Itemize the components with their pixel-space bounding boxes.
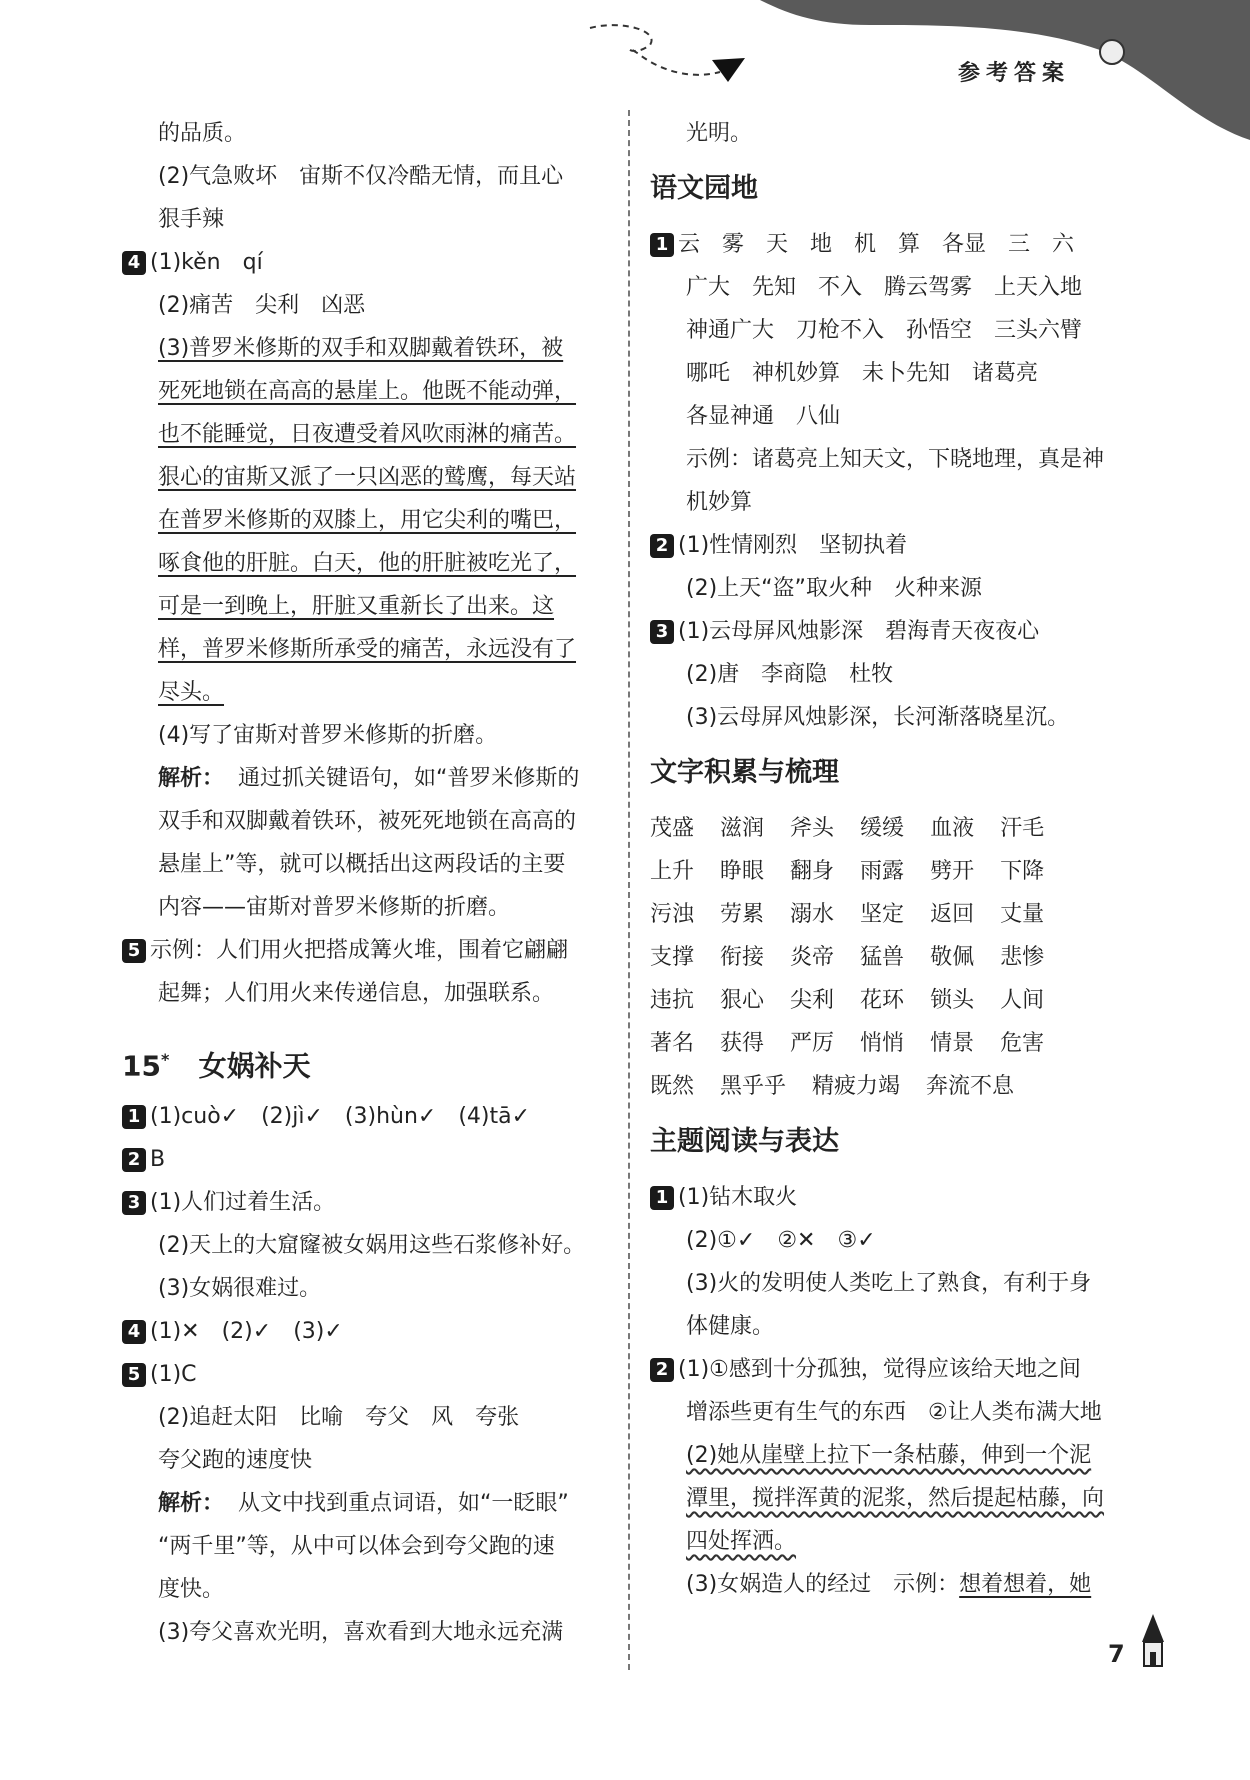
text-line: (2)上天“盗”取火种 火种来源 (686, 576, 982, 601)
text-line: 各显神通 八仙 (686, 404, 841, 429)
text-line: 度快。 (158, 1577, 225, 1602)
column-divider (628, 110, 630, 1670)
analysis-label: 解析： (158, 1491, 225, 1516)
text-line: (4)写了宙斯对普罗米修斯的折磨。 (158, 723, 498, 748)
question-2: 2 (1)①感到十分孤独，觉得应该给天地之间 (650, 1348, 1135, 1391)
text-line: (3)云母屏风烛影深，长河渐落晓星沉。 (686, 705, 1070, 730)
question-number-badge: 1 (122, 1105, 146, 1129)
header-label: 参考答案 (958, 61, 1071, 86)
vocab-row: 违抗 狠心 尖利 花环 锁头 人间 (650, 988, 1045, 1013)
text-line: 夸父跑的速度快 (158, 1448, 313, 1473)
underlined-line: (3)普罗米修斯的双手和双脚戴着铁环，被 (158, 336, 564, 361)
text-line: 悬崖上”等，就可以概括出这两段话的主要 (158, 852, 566, 877)
lesson-name: 女娲补天 (198, 1049, 311, 1083)
text-line: (2)唐 李商隐 杜牧 (686, 662, 894, 687)
left-column (122, 112, 617, 1654)
text-line: 双手和双脚戴着铁环，被死死地锁在高高的 (158, 809, 577, 834)
analysis-line: 解析： 从文中找到重点词语，如“一眨眼” (158, 1491, 569, 1516)
vocab-row: 污浊 劳累 溺水 坚定 返回 丈量 (650, 902, 1045, 927)
question-number-badge: 2 (650, 1358, 674, 1382)
text-line: (3)女娲造人的经过 示例：想着想着，她 (686, 1572, 1092, 1597)
text-line: 光明。 (686, 121, 753, 146)
analysis-line: 解析： 通过抓关键语句，如“普罗米修斯的 (158, 766, 580, 791)
text-line: 示例：诸葛亮上知天文，下晓地理，真是神 (686, 447, 1105, 472)
question-number-badge: 4 (122, 1320, 146, 1344)
underlined-line: 啄食他的肝脏。白天，他的肝脏被吃光了， (158, 551, 577, 576)
text-line: 哪吒 神机妙算 未卜先知 诸葛亮 (686, 361, 1039, 386)
question-number-badge: 2 (122, 1148, 146, 1172)
section-title: 主题阅读与表达 (650, 1126, 839, 1157)
text-line: 增添些更有生气的东西 ②让人类布满大地 (686, 1400, 1102, 1425)
underlined-line: 死死地锁在高高的悬崖上。他既不能动弹， (158, 379, 577, 404)
text-line: (2)痛苦 尖利 凶恶 (158, 293, 366, 318)
text-line: 神通广大 刀枪不入 孙悟空 三头六臂 (686, 318, 1083, 343)
question-3: 3 (1)人们过着生活。 (122, 1181, 617, 1224)
section-title: 文字积累与梳理 (650, 757, 839, 788)
analysis-label: 解析： (158, 766, 225, 791)
text-line: 起舞；人们用火来传递信息，加强联系。 (158, 981, 555, 1006)
lesson-title (122, 1015, 617, 1095)
underlined-line: 在普罗米修斯的双膝上，用它尖利的嘴巴， (158, 508, 577, 533)
wavy-underlined-line: (2)她从崖壁上拉下一条枯藤，伸到一个泥 (686, 1443, 1092, 1468)
underlined-line: 尽头。 (158, 680, 225, 705)
lesson-star: * (160, 1050, 170, 1069)
question-1: 1 (1)钻木取火 (650, 1176, 1135, 1219)
question-number-badge: 4 (122, 251, 146, 275)
question-4 (122, 241, 617, 284)
underlined-line: 狠心的宙斯又派了一只凶恶的鹫鹰，每天站 (158, 465, 577, 490)
question-3: 3 (1)云母屏风烛影深 碧海青天夜夜心 (650, 610, 1135, 653)
question-number-badge: 2 (650, 534, 674, 558)
text-line: (2)气急败坏 宙斯不仅冷酷无情，而且心 (158, 164, 564, 189)
question-1: 1 云 雾 天 地 机 算 各显 三 六 (650, 223, 1135, 266)
lesson-number: 15 (122, 1049, 161, 1083)
text-line: 内容——宙斯对普罗米修斯的折磨。 (158, 895, 511, 920)
question-2: 2 (1)性情刚烈 坚韧执着 (650, 524, 1135, 567)
text-line: (3)火的发明使人类吃上了熟食，有利于身 (686, 1271, 1092, 1296)
text-line: 机妙算 (686, 490, 753, 515)
underlined-line: 可是一到晚上，肝脏又重新长了出来。这 (158, 594, 555, 619)
text-line: (3)女娲很难过。 (158, 1276, 322, 1301)
section-title: 语文园地 (650, 173, 758, 204)
text-line: 体健康。 (686, 1314, 775, 1339)
page-number: 7 (1108, 1640, 1125, 1668)
wavy-underlined-line: 潭里，搅拌浑黄的泥浆，然后提起枯藤，向 (686, 1486, 1105, 1511)
underlined-line: 样，普罗米修斯所承受的痛苦，永远没有了 (158, 637, 577, 662)
question-4: 4 (1)✕ (2)✓ (3)✓ (122, 1310, 617, 1353)
right-column (650, 112, 1135, 1606)
question-number-badge: 5 (122, 1363, 146, 1387)
castle-icon (1128, 1612, 1178, 1672)
question-number-badge: 3 (122, 1191, 146, 1215)
vocab-row: 既然 黑乎乎 精疲力竭 奔流不息 (650, 1074, 1015, 1099)
text-line: “两千里”等，从中可以体会到夸父跑的速 (158, 1534, 555, 1559)
question-number-badge: 1 (650, 233, 674, 257)
text-line: (2)①✓ ②✕ ③✓ (686, 1228, 876, 1253)
vocab-row: 支撑 衔接 炎帝 猛兽 敬佩 悲惨 (650, 945, 1045, 970)
wavy-underlined-line: 四处挥洒。 (686, 1529, 797, 1554)
text-line: 的品质。 (158, 121, 247, 146)
underlined-line: 也不能睡觉，日夜遭受着风吹雨淋的痛苦。 (158, 422, 577, 447)
question-1: 1 (1)cuò✓ (2)jì✓ (3)hùn✓ (4)tā✓ (122, 1095, 617, 1138)
text-line: 广大 先知 不入 腾云驾雾 上天入地 (686, 275, 1083, 300)
answer-text: (1)kěn qí (150, 250, 263, 275)
text-line: (2)追赶太阳 比喻 夸父 风 夸张 (158, 1405, 520, 1430)
question-number-badge: 3 (650, 620, 674, 644)
vocab-row: 著名 获得 严厉 悄悄 情景 危害 (650, 1031, 1045, 1056)
text-line: (3)夸父喜欢光明，喜欢看到大地永远充满 (158, 1620, 564, 1645)
text-line: (2)天上的大窟窿被女娲用这些石浆修补好。 (158, 1233, 586, 1258)
text-line: 狠手辣 (158, 207, 225, 232)
question-5: 5 (1)C (122, 1353, 617, 1396)
question-2: 2 B (122, 1138, 617, 1181)
question-number-badge: 5 (122, 939, 146, 963)
question-5: 5 示例：人们用火把搭成篝火堆，围着它翩翩 (122, 929, 617, 972)
vocab-row: 上升 睁眼 翻身 雨露 劈开 下降 (650, 859, 1045, 884)
vocab-row: 茂盛 滋润 斧头 缓缓 血液 汗毛 (650, 816, 1045, 841)
question-number-badge: 1 (650, 1186, 674, 1210)
